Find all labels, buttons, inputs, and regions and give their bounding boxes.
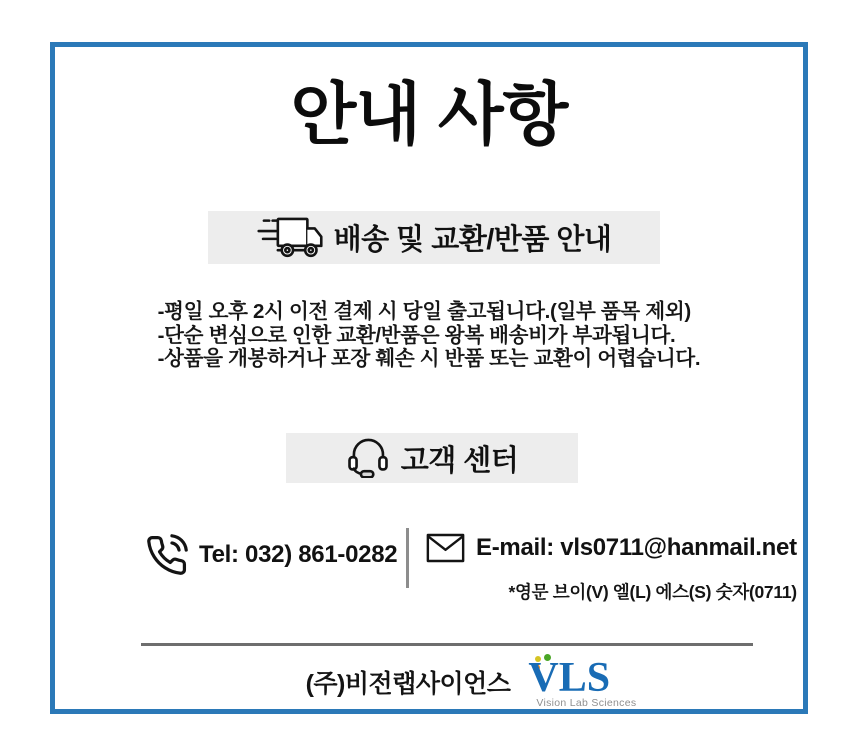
email-contact xyxy=(426,530,797,604)
shipping-note-line-1: -평일 오후 2시 이전 결제 시 당일 출고됩니다.(일부 품목 제외) xyxy=(157,300,691,323)
contact-divider xyxy=(406,528,409,588)
shipping-note-line-3: -상품을 개봉하거나 포장 훼손 시 반품 또는 교환이 어렵습니다. xyxy=(157,347,701,370)
customer-center-title: 고객 센터 xyxy=(400,444,519,477)
tel-text: Tel: 032) 861-0282 xyxy=(199,541,398,568)
email-text: E-mail: vls0711@hanmail.net xyxy=(476,534,797,561)
footer-divider xyxy=(141,643,753,646)
vls-logo-text: VLS xyxy=(528,655,611,701)
vls-logo xyxy=(518,654,636,710)
vls-logo-subtext: Vision Lab Sciences xyxy=(536,697,637,709)
customer-center-header xyxy=(286,433,578,483)
notice-frame-border xyxy=(50,42,808,714)
company-name: (주)비전랩사이언스 xyxy=(305,670,511,698)
shipping-notes-block xyxy=(158,300,701,371)
delivery-truck-icon xyxy=(257,213,323,263)
shipping-note-line-2: -단순 변심으로 인한 교환/반품은 왕복 배송비가 부과됩니다. xyxy=(157,323,676,347)
shipping-notes xyxy=(55,300,803,371)
envelope-icon xyxy=(426,533,465,563)
shipping-section-header xyxy=(208,211,660,264)
email-row xyxy=(426,530,797,566)
footer xyxy=(97,652,845,712)
phone-icon xyxy=(145,534,188,577)
headset-icon xyxy=(346,438,390,478)
email-note: *영문 브이(V) 엘(L) 에스(S) 숫자(0711) xyxy=(508,582,797,602)
page-title: 안내 사항 xyxy=(290,77,568,153)
shipping-section-title: 배송 및 교환/반품 안내 xyxy=(333,224,612,256)
tel-contact xyxy=(145,526,397,584)
